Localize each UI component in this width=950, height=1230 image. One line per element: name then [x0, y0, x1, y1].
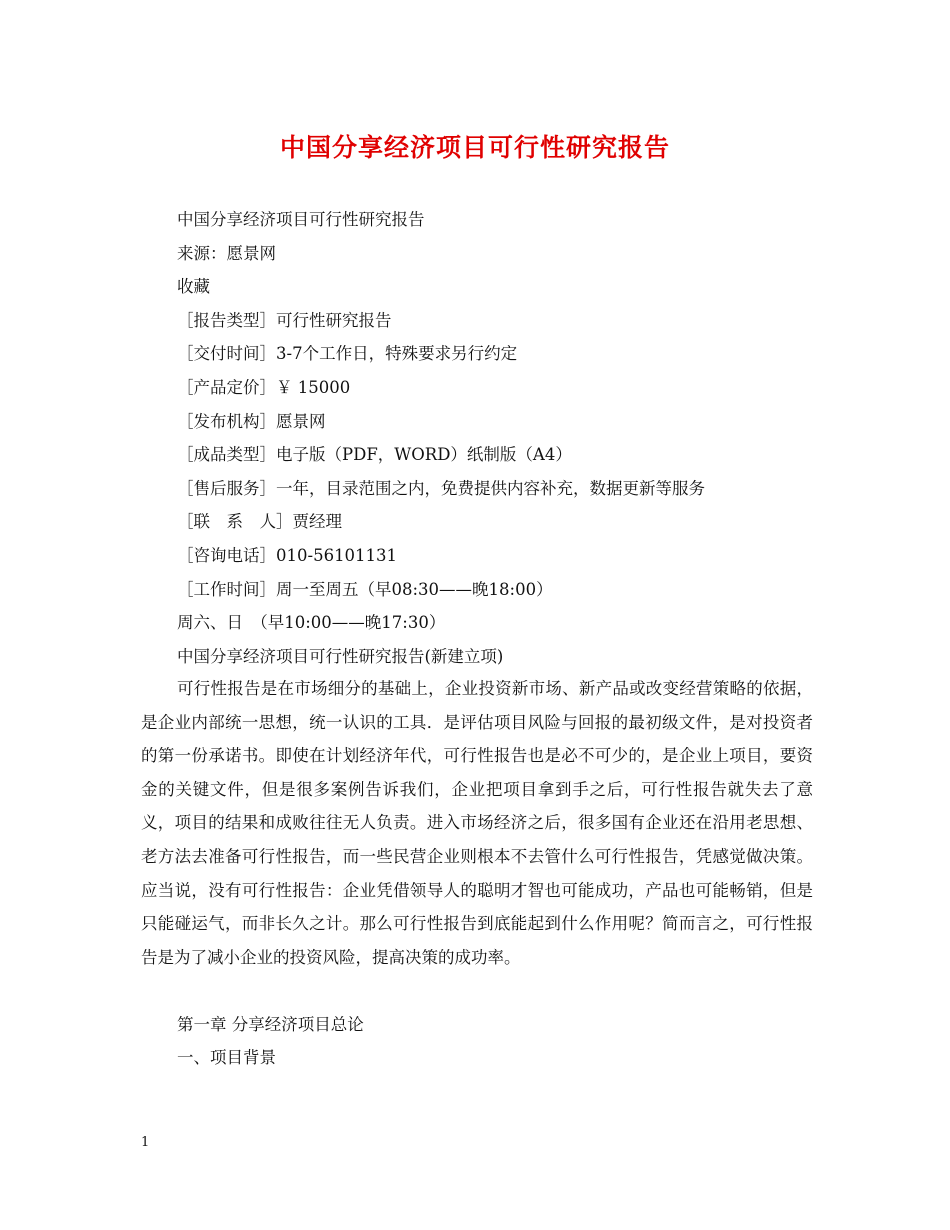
meta-report-type: ［报告类型］可行性研究报告 [177, 310, 392, 330]
meta-weekend-hours: 周六、日 （早10:00——晚17:30） [177, 613, 446, 633]
meta-price: ［产品定价］￥ 15000 [177, 377, 351, 397]
meta-contact: ［联 系 人］贾经理 [177, 512, 342, 532]
document-title: 中国分享经济项目可行性研究报告 [279, 133, 670, 162]
meta-favorite: 收藏 [177, 277, 210, 297]
report-meta-block [177, 203, 817, 673]
meta-work-hours: ［工作时间］周一至周五（早08:30——晚18:00） [177, 579, 553, 599]
meta-product-format: ［成品类型］电子版（PDF，WORD）纸制版（A4） [177, 445, 572, 465]
meta-source: 来源：愿景网 [177, 243, 276, 263]
page-number: 1 [141, 1135, 150, 1150]
meta-report-subtitle: 中国分享经济项目可行性研究报告(新建立项) [177, 646, 504, 666]
meta-after-sales: ［售后服务］一年，目录范围之内，免费提供内容补充，数据更新等服务 [177, 478, 705, 498]
body-paragraph: 可行性报告是在市场细分的基础上，企业投资新市场、新产品或改变经营策略的依据，是企业内部统一思想，统一认识的工具．是评估项目风险与回报的最初级文件，是对投资者的第一份承诺书。即使在计划经济年代，可行性报告也是必不可少的，是企业上项目，要资金的关键文件，但是很多案例告诉我们，企业把项目拿到手之后，可行性报告就失去了意义，项目的结果和成败往往无人负责。进入市场经济之后，很多国有企业还在沿用老思想、老方法去准备可行性报告，而一些民营企业则根本不去管什么可行性报告，凭感觉做决策。应当说，没有可行性报告：企业凭借领导人的聪明才智也可能成功，产品也可能畅销，但是只能碰运气，而非长久之计。那么可行性报告到底能起到什么作用呢？简而言之，可行性报告是为了减小企业的投资风险，提高决策的成功率。 [141, 679, 813, 967]
meta-publisher: ［发布机构］愿景网 [177, 411, 326, 431]
meta-report-name: 中国分享经济项目可行性研究报告 [177, 210, 425, 229]
meta-phone: ［咨询电话］010-56101131 [177, 545, 398, 565]
section-heading: 一、项目背景 [177, 1048, 276, 1067]
chapter-heading: 第一章 分享经济项目总论 [177, 1015, 364, 1034]
meta-delivery-time: ［交付时间］3-7个工作日，特殊要求另行约定 [177, 344, 518, 364]
